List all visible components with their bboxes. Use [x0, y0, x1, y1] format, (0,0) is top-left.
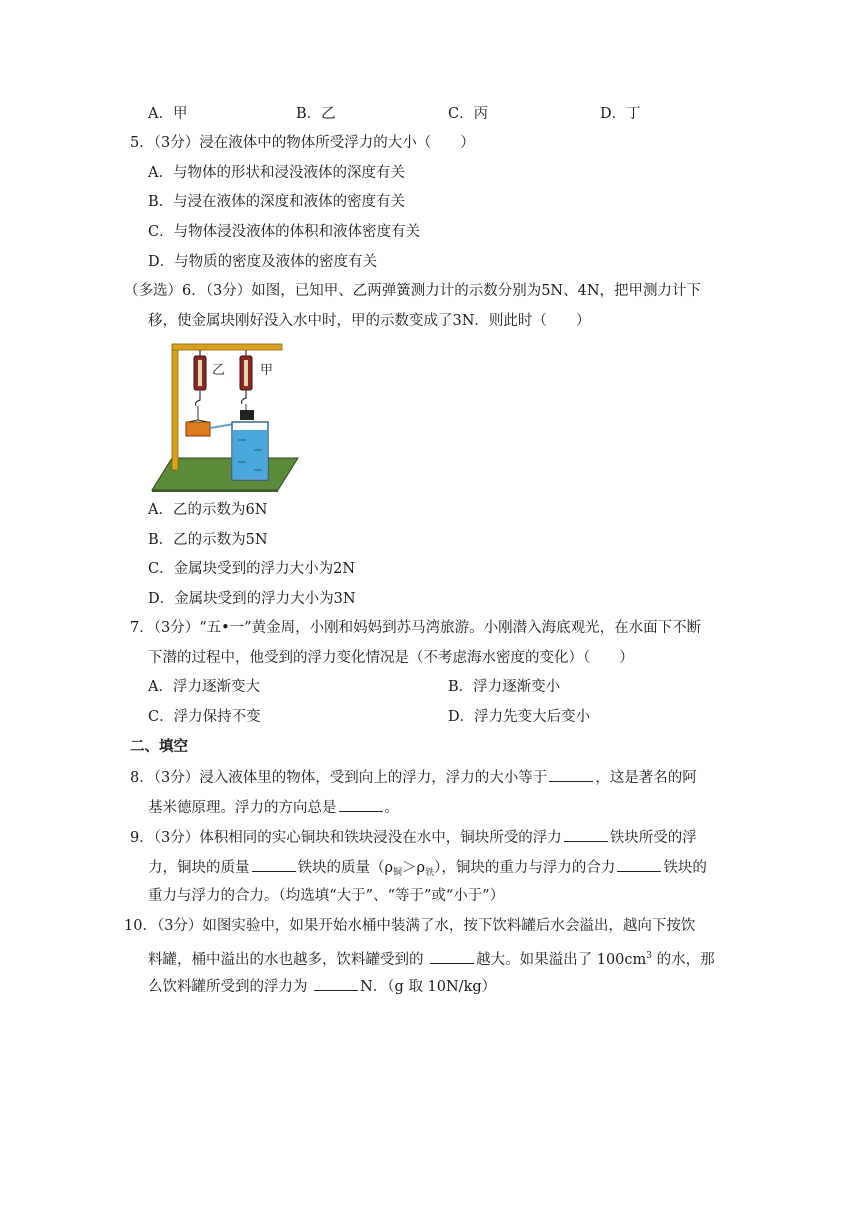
figure-label-yi: 乙: [212, 363, 226, 378]
stand-arm: [172, 344, 282, 350]
q6-option-a: A．乙的示数为6N: [148, 502, 268, 518]
q10-text-2: 越大。如果溢出了 100cm: [476, 952, 647, 968]
q9-text-2: 铁块所受的浮: [609, 830, 697, 846]
small-beaker: [186, 422, 210, 436]
q6-stem-line1: （多选）6．（3分）如图，已知甲、乙两弹簧测力计的示数分别为5N、4N，把甲测力计下: [124, 283, 702, 299]
figure-label-jia: 甲: [260, 363, 274, 378]
q8-line2: [148, 797, 399, 818]
section-title: 二、填空: [130, 738, 188, 755]
q6-option-b: B．乙的示数为5N: [148, 532, 268, 548]
answer-blank: [339, 797, 383, 812]
q5-stem: 5．（3分）浸在液体中的物体所受浮力的大小（ ）: [130, 135, 475, 151]
q5-option-a: A．与物体的形状和浸没液体的深度有关: [148, 165, 405, 181]
q6-figure: [150, 340, 300, 492]
q8-text-4: 。: [384, 800, 399, 816]
q8-text-1: 8．（3分）浸入液体里的物体，受到向上的浮力，浮力的大小等于: [130, 770, 548, 786]
q10-text-3: 的水，那: [652, 952, 715, 968]
q10-line3: [148, 976, 496, 997]
answer-blank: [314, 976, 358, 991]
q4-option-c: C．丙: [448, 106, 489, 122]
q10-sup: 3: [646, 951, 652, 961]
q9-sub-copper: 铜: [393, 868, 403, 878]
q9-line3: 重力与浮力的合力。（均选填“大于”、“等于”或“小于”）: [148, 888, 505, 904]
answer-blank: [617, 857, 661, 872]
answer-blank: [252, 857, 296, 872]
metal-block: [240, 410, 254, 420]
answer-blank: [549, 767, 593, 782]
q10-line2: [148, 946, 715, 970]
q9-text-5: ＞ρ: [402, 860, 426, 876]
q9-text-4: 铁块的质量（ρ: [297, 860, 394, 876]
q10-text-1: 料罐，桶中溢出的水也越多，饮料罐受到的: [148, 952, 429, 968]
q4-option-b: B．乙: [296, 106, 336, 122]
q9-line2: [148, 857, 707, 883]
q8-text-3: 基米德原理。浮力的方向总是: [148, 800, 337, 816]
q5-option-b: B．与浸在液体的深度和液体的密度有关: [148, 194, 406, 210]
q10-text-4: 么饮料罐所受到的浮力为: [148, 979, 313, 995]
q7-option-a: A．浮力逐渐变大: [148, 679, 260, 695]
q8-line1: [130, 767, 697, 788]
q4-option-d: D．丁: [600, 106, 641, 122]
stand-pole: [172, 344, 178, 470]
q4-option-a: A．甲: [148, 106, 188, 122]
q6-option-c: C．金属块受到的浮力大小为2N: [148, 561, 356, 577]
q7-stem-line2: 下潜的过程中，他受到的浮力变化情况是（不考虑海水密度的变化）（ ）: [148, 650, 634, 666]
tank-water: [233, 430, 267, 479]
q9-text-6: ），铜块的重力与浮力的合力: [434, 860, 616, 876]
q9-text-1: 9．（3分）体积相同的实心铜块和铁块浸没在水中，铜块所受的浮力: [130, 830, 562, 846]
q5-option-d: D．与物质的密度及液体的密度有关: [148, 254, 378, 270]
q9-sub-iron: 铁: [425, 868, 435, 878]
q10-line1: 10．（3分）如图实验中，如果开始水桶中装满了水，按下饮料罐后水会溢出，越向下按饮: [124, 918, 696, 934]
q9-text-7: 铁块的: [663, 860, 707, 876]
q9-line1: [130, 827, 697, 848]
q10-text-5: N．（g 取 10N/kg）: [360, 979, 497, 995]
q6-option-d: D．金属块受到的浮力大小为3N: [148, 591, 356, 607]
answer-blank: [430, 949, 474, 964]
q7-option-d: D．浮力先变大后变小: [448, 709, 591, 725]
q5-option-c: C．与物体浸没液体的体积和液体密度有关: [148, 224, 421, 240]
q7-stem-line1: 7．（3分）“五•一”黄金周，小刚和妈妈到苏马湾旅游。小刚潜入海底观光，在水面下不断: [130, 620, 702, 636]
q6-stem-line2: 移，使金属块刚好没入水中时，甲的示数变成了3N．则此时（ ）: [148, 313, 591, 329]
q7-option-b: B．浮力逐渐变小: [448, 679, 561, 695]
q9-text-3: 力，铜块的质量: [148, 860, 250, 876]
answer-blank: [564, 827, 608, 842]
q7-option-c: C．浮力保持不变: [148, 709, 261, 725]
q8-text-2: ，这是著名的阿: [595, 770, 697, 786]
